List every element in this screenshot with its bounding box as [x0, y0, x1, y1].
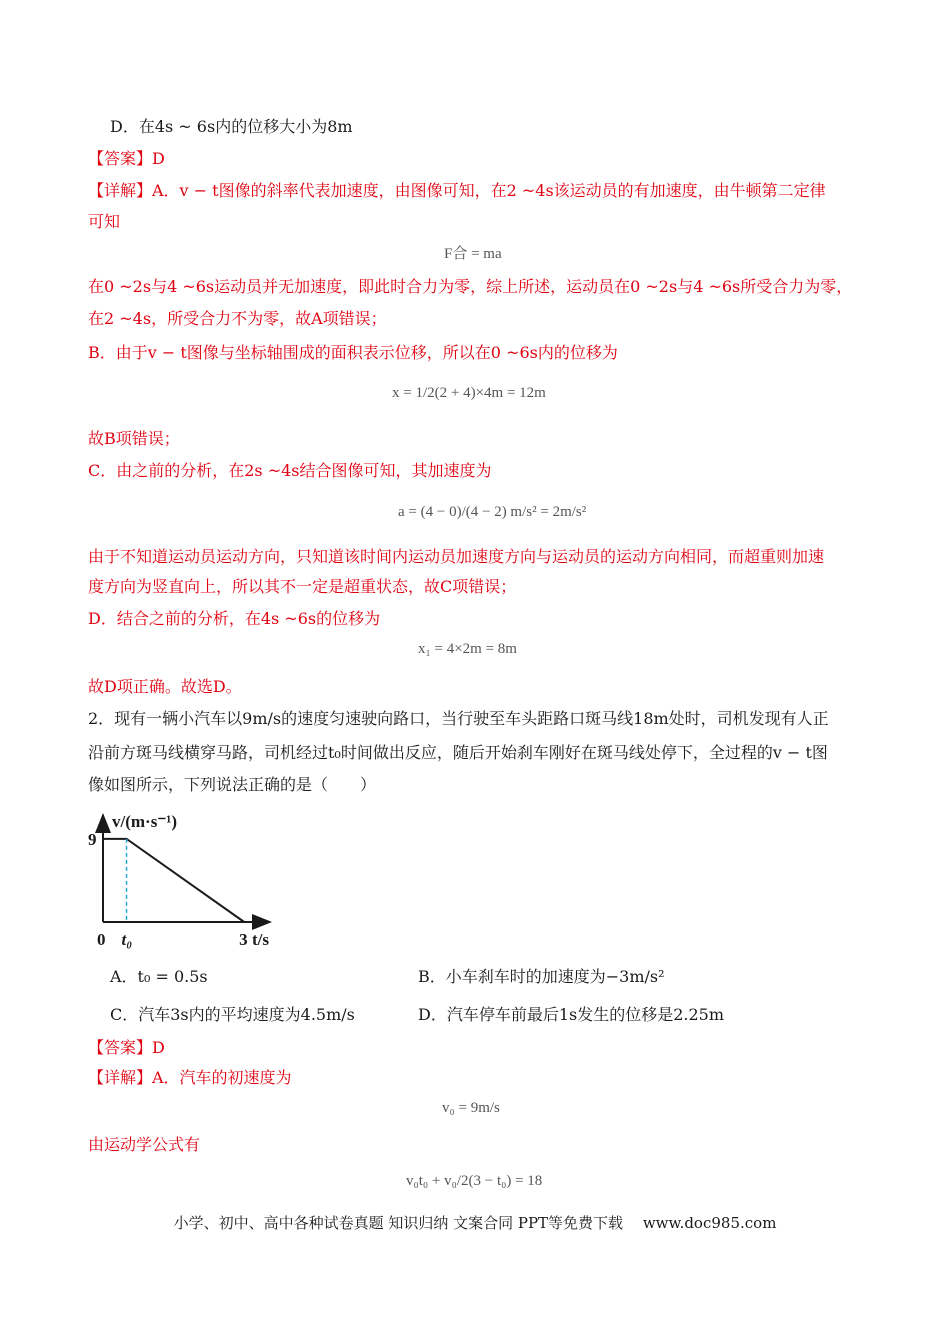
- analysis-text: 由运动学公式有: [88, 1135, 201, 1154]
- equation: x = 1/2(2 + 4)×4m = 12m: [392, 385, 546, 401]
- answer-label: 【答案】D: [88, 149, 165, 168]
- y-tick-label: 9: [88, 829, 97, 849]
- option-d-text: D．在4s ~ 6s内的位移大小为8m: [110, 117, 353, 136]
- page-footer: 小学、初中、高中各种试卷真题 知识归纳 文案合同 PPT等免费下载 www.doc985.com: [173, 1214, 777, 1232]
- equation: v₀t₀ + v₀/2(3 − t₀) = 18: [406, 1173, 543, 1189]
- analysis-text: 可知: [88, 212, 121, 231]
- equation: F合 = ma: [444, 246, 502, 262]
- option-b: B．小车刹车时的加速度为−3m/s²: [418, 967, 665, 986]
- analysis-text: 【详解】A．v − t图像的斜率代表加速度，由图像可知，在2 ~4s该运动员的有加速度，由牛顿第二定律: [88, 181, 826, 200]
- velocity-time-graph: [80, 805, 280, 953]
- x-tick-label: t₀: [121, 930, 133, 949]
- analysis-text: 度方向为竖直向上，所以其不一定是超重状态，故C项错误；: [88, 577, 517, 596]
- analysis-text: B．由于v − t图像与坐标轴围成的面积表示位移，所以在0 ~6s内的位移为: [88, 343, 618, 362]
- analysis-text: 在2 ~4s，所受合力不为零，故A项错误；: [88, 309, 387, 328]
- question-stem: 像如图所示，下列说法正确的是（ ）: [88, 775, 377, 794]
- option-a: A．t₀ = 0.5s: [110, 967, 208, 986]
- x-tick-label: 3: [239, 930, 248, 949]
- x-axis-label: t/s: [252, 930, 269, 949]
- analysis-text: 由于不知道运动员运动方向，只知道该时间内运动员加速度方向与运动员的运动方向相同，而超重则加速: [88, 547, 825, 566]
- analysis-text: 在0 ~2s与4 ~6s运动员并无加速度，即此时合力为零，综上所述，运动员在0 ~2s与4 ~6s所受合力为零，: [88, 277, 853, 296]
- option-c: C．汽车3s内的平均速度为4.5m/s: [110, 1005, 355, 1024]
- answer-label: 【答案】D: [88, 1038, 165, 1057]
- analysis-text: D．结合之前的分析，在4s ~6s的位移为: [88, 609, 381, 628]
- equation: v₀ = 9m/s: [442, 1100, 500, 1116]
- analysis-text: 故D项正确。故选D。: [88, 677, 242, 696]
- analysis-text: 【详解】A．汽车的初速度为: [88, 1068, 292, 1087]
- option-d: D．汽车停车前最后1s发生的位移是2.25m: [418, 1005, 725, 1024]
- x-tick-label: 0: [97, 930, 106, 949]
- y-axis-label: v/(m·s⁻¹): [112, 812, 178, 831]
- equation: x₁ = 4×2m = 8m: [418, 641, 517, 657]
- velocity-line: [103, 839, 244, 922]
- question-stem: 2．现有一辆小汽车以9m/s的速度匀速驶向路口，当行驶至车头距路口斑马线18m处时，司机发现有人正: [88, 709, 829, 728]
- question-stem: 沿前方斑马线横穿马路，司机经过t₀时间做出反应，随后开始刹车刚好在斑马线处停下，全过程的v − t图: [88, 743, 828, 762]
- analysis-text: 故B项错误；: [88, 429, 180, 448]
- analysis-text: C．由之前的分析，在2s ~4s结合图像可知，其加速度为: [88, 461, 492, 480]
- equation: a = (4 − 0)/(4 − 2) m/s² = 2m/s²: [398, 504, 587, 520]
